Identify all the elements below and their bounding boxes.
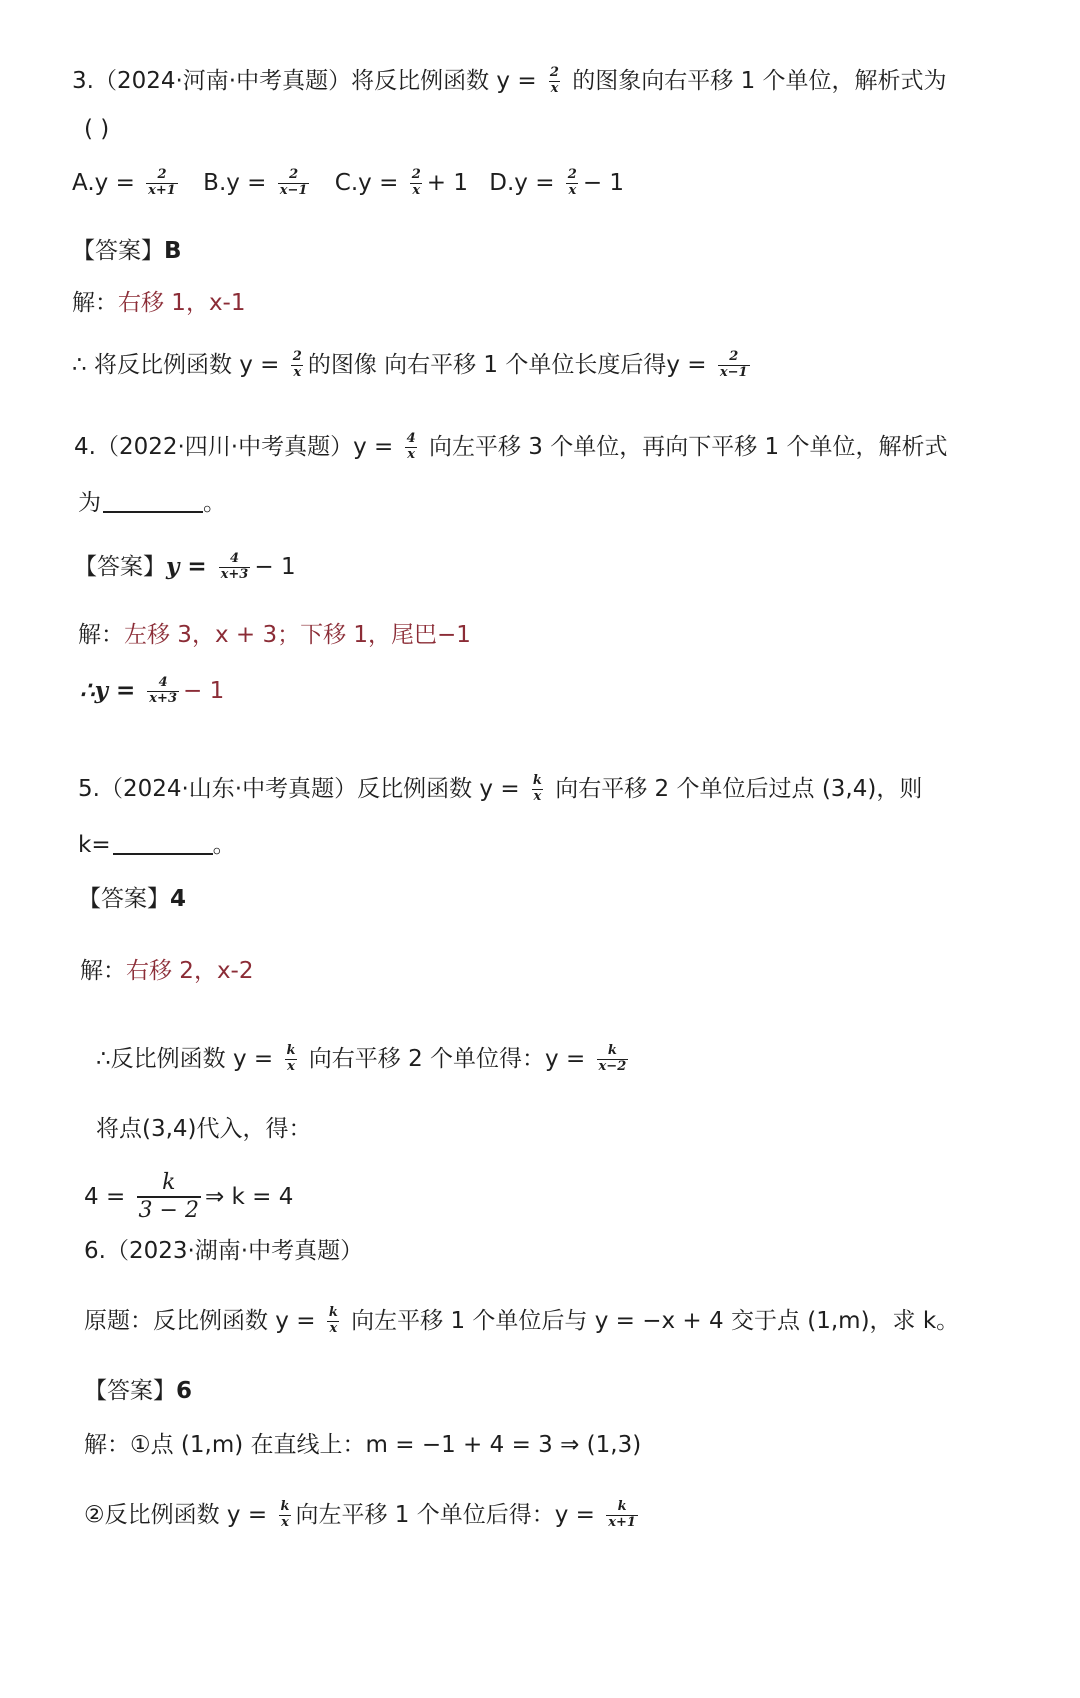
option-c: C.y = $\frac{2}{x}$ + 1 — [334, 167, 468, 198]
fraction: $\frac{2}{x}$ — [549, 65, 559, 96]
q3-stem: 3.（2024·河南·中考真题）将反比例函数 y = $\frac{2}{x}$ 的图象向右平移 1 个单位，解析式为 — [72, 65, 947, 96]
q6-stem: 6.（2023·湖南·中考真题） — [84, 1238, 364, 1264]
q5-substitute: 将点(3,4)代入，得： — [96, 1116, 312, 1142]
option-b: B.y = $\frac{2}{x-1}$ — [203, 167, 308, 198]
q6-original: 原题：反比例函数 y = $\frac{k}{x}$ 向左平移 1 个单位后与 y = −x + 4 交于点 (1,m)，求 k。 — [84, 1305, 960, 1336]
q5-stem-line2: k= 。 — [78, 832, 236, 858]
q5-therefore: ∴反比例函数 y = $\frac{k}{x}$ 向右平移 2 个单位得：y = $\frac{k}{x-2}$ — [96, 1043, 627, 1074]
option-a: A.y = $\frac{2}{x+1}$ — [72, 167, 176, 198]
q5-solution: 解：右移 2，x-2 — [80, 958, 254, 984]
q6-answer: 【答案】6 — [84, 1378, 193, 1404]
q3-options — [72, 168, 624, 199]
q3-answer-paren: ( ) — [84, 116, 110, 142]
q4-stem: 4.（2022·四川·中考真题）y = $\frac{4}{x}$ 向左平移 3 个单位，再向下平移 1 个单位，解析式 — [74, 431, 948, 462]
q4-answer: 【答案】y = $\frac{4}{x+3}$ − 1 — [74, 551, 296, 582]
q6-step1: 解：①点 (1,m) 在直线上：m = −1 + 4 = 3 ⇒ (1,3) — [84, 1432, 642, 1458]
q4-therefore: ∴y = $\frac{4}{x+3}$ − 1 — [80, 675, 225, 706]
answer-blank — [113, 852, 213, 855]
q3-therefore: ∴ 将反比例函数 y = $\frac{2}{x}$ 的图像 向右平移 1 个单位长度后得y = $\frac{2}{x-1}$ — [72, 349, 748, 380]
q5-equation: 4 = $\frac{k}{3 - 2}$ ⇒ k = 4 — [84, 1170, 294, 1224]
answer-blank — [103, 510, 203, 513]
q3-solution: 解：右移 1，x-1 — [72, 290, 246, 316]
q4-solution: 解：左移 3，x + 3；下移 1，尾巴−1 — [78, 622, 471, 648]
option-d: D.y = $\frac{2}{x}$ − 1 — [489, 167, 625, 198]
q5-answer: 【答案】4 — [78, 886, 187, 912]
q3-answer: 【答案】B — [72, 238, 182, 264]
q4-stem-line2: 为 。 — [78, 490, 226, 516]
q6-step2: ②反比例函数 y = $\frac{k}{x}$ 向左平移 1 个单位后得：y = $\frac{k}{x+1}$ — [84, 1499, 636, 1530]
q5-stem: 5.（2024·山东·中考真题）反比例函数 y = $\frac{k}{x}$ 向右平移 2 个单位后过点 (3,4)，则 — [78, 773, 923, 804]
